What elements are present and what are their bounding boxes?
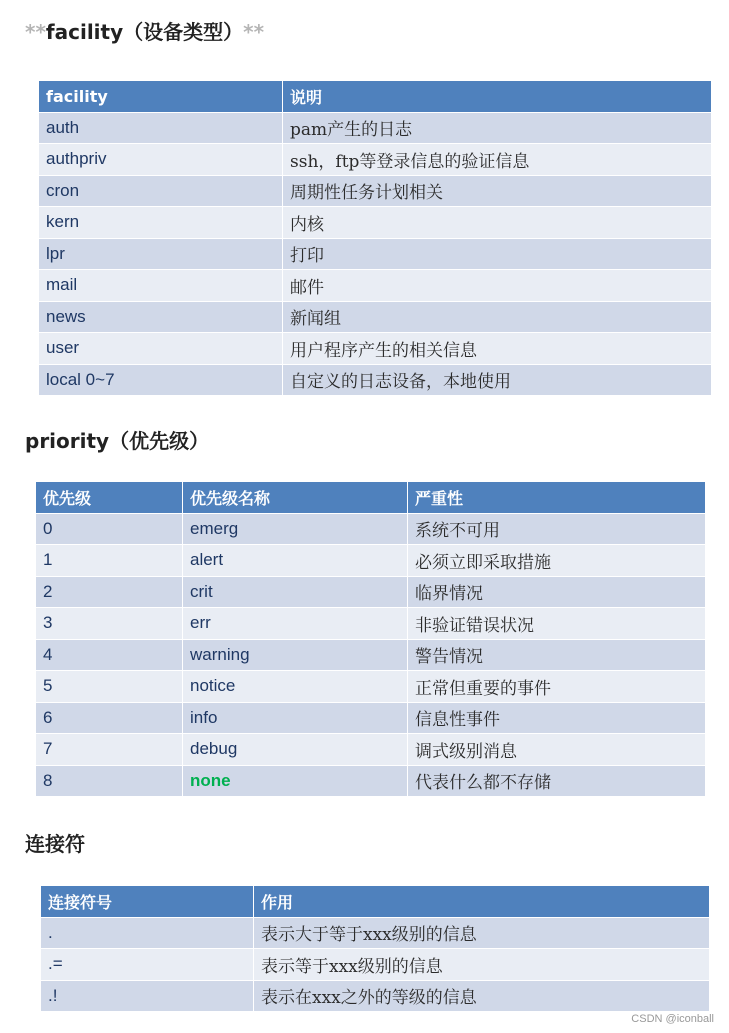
table-header-row	[36, 482, 706, 514]
facility-name: cron	[39, 175, 283, 207]
facility-name: lpr	[39, 238, 283, 270]
priority-level: 7	[36, 734, 183, 766]
facility-name: mail	[39, 270, 283, 302]
table-row	[36, 765, 706, 797]
table-row	[41, 917, 710, 949]
facility-name: user	[39, 333, 283, 365]
priority-severity: 非验证错误状况	[408, 608, 706, 640]
table-row	[36, 545, 706, 577]
connector-heading: 连接符	[25, 832, 85, 856]
table-header-row	[39, 81, 712, 113]
priority-level: 2	[36, 576, 183, 608]
priority-level: 5	[36, 671, 183, 703]
facility-description: ssh，ftp等登录信息的验证信息	[283, 144, 712, 176]
priority-level: 1	[36, 545, 183, 577]
priority-severity: 必须立即采取措施	[408, 545, 706, 577]
priority-level: 8	[36, 765, 183, 797]
priority-name: crit	[183, 576, 408, 608]
facility-description: 打印	[283, 238, 712, 270]
connector-meaning: 表示大于等于xxx级别的信息	[254, 917, 710, 949]
column-header: 优先级名称	[183, 482, 408, 514]
table-row	[41, 949, 710, 981]
table-row	[36, 639, 706, 671]
table-row	[39, 112, 712, 144]
table-row	[36, 734, 706, 766]
priority-severity: 正常但重要的事件	[408, 671, 706, 703]
column-header: 严重性	[408, 482, 706, 514]
column-header: 优先级	[36, 482, 183, 514]
table-row	[39, 144, 712, 176]
facility-description: 周期性任务计划相关	[283, 175, 712, 207]
priority-name: emerg	[183, 513, 408, 545]
table-row	[36, 576, 706, 608]
column-header: facility	[39, 81, 283, 113]
priority-name: err	[183, 608, 408, 640]
facility-name: news	[39, 301, 283, 333]
priority-heading: priority（优先级）	[25, 429, 210, 453]
priority-severity: 调式级别消息	[408, 734, 706, 766]
column-header: 作用	[254, 886, 710, 918]
table-row	[41, 980, 710, 1012]
table-row	[36, 608, 706, 640]
priority-table	[35, 481, 706, 797]
priority-name: notice	[183, 671, 408, 703]
heading-suffix-stars: **	[243, 20, 265, 44]
facility-description: 内核	[283, 207, 712, 239]
connector-table	[40, 885, 710, 1012]
priority-level: 6	[36, 702, 183, 734]
table-row	[36, 702, 706, 734]
facility-name: kern	[39, 207, 283, 239]
priority-name: debug	[183, 734, 408, 766]
connector-symbol: .	[41, 917, 254, 949]
facility-name: auth	[39, 112, 283, 144]
facility-name: local 0~7	[39, 364, 283, 396]
facility-description: pam产生的日志	[283, 112, 712, 144]
priority-name: alert	[183, 545, 408, 577]
connector-meaning: 表示在xxx之外的等级的信息	[254, 980, 710, 1012]
table-row	[39, 238, 712, 270]
table-row	[36, 671, 706, 703]
table-row	[39, 207, 712, 239]
facility-heading-text: facility（设备类型）	[45, 20, 244, 44]
column-header: 连接符号	[41, 886, 254, 918]
table-row	[39, 175, 712, 207]
connector-meaning: 表示等于xxx级别的信息	[254, 949, 710, 981]
priority-severity: 临界情况	[408, 576, 706, 608]
priority-severity: 信息性事件	[408, 702, 706, 734]
facility-heading	[25, 16, 264, 45]
table-row	[39, 364, 712, 396]
priority-severity: 系统不可用	[408, 513, 706, 545]
facility-description: 邮件	[283, 270, 712, 302]
facility-table	[38, 80, 712, 396]
facility-description: 用户程序产生的相关信息	[283, 333, 712, 365]
facility-description: 自定义的日志设备，本地使用	[283, 364, 712, 396]
priority-severity: 警告情况	[408, 639, 706, 671]
heading-prefix-stars: **	[25, 20, 46, 44]
priority-severity: 代表什么都不存储	[408, 765, 706, 797]
table-header-row	[41, 886, 710, 918]
column-header: 说明	[283, 81, 712, 113]
connector-symbol: .=	[41, 949, 254, 981]
priority-name-highlighted: none	[183, 765, 408, 797]
priority-level: 4	[36, 639, 183, 671]
facility-description: 新闻组	[283, 301, 712, 333]
priority-level: 3	[36, 608, 183, 640]
facility-name: authpriv	[39, 144, 283, 176]
table-row	[39, 333, 712, 365]
table-row	[39, 301, 712, 333]
connector-symbol: .!	[41, 980, 254, 1012]
watermark: CSDN @iconball	[631, 1013, 714, 1025]
priority-name: warning	[183, 639, 408, 671]
priority-level: 0	[36, 513, 183, 545]
table-row	[36, 513, 706, 545]
table-row	[39, 270, 712, 302]
priority-name: info	[183, 702, 408, 734]
